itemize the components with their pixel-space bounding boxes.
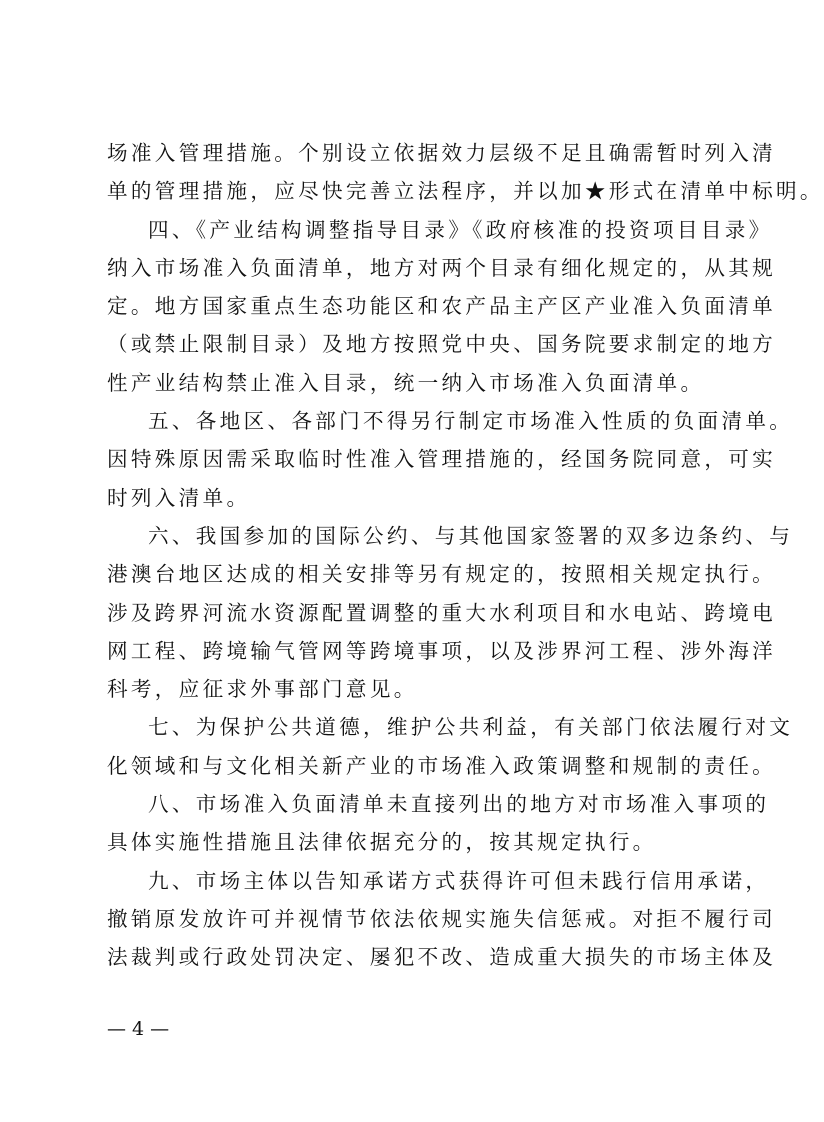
text-line: 具体实施性措施且法律依据充分的，按其规定执行。 xyxy=(107,830,657,855)
paragraph-start-line: 六、我国参加的国际公约、与其他国家签署的双多边条约、与 xyxy=(148,523,794,548)
paragraph-start-line: 四、《产业结构调整指导目录》《政府核准的投资项目目录》 xyxy=(148,217,773,242)
text-line: 单的管理措施，应尽快完善立法程序，并以加★形式在清单中标明。 xyxy=(107,179,824,204)
text-line: （或禁止限制目录）及地方按照党中央、国务院要求制定的地方 xyxy=(107,332,777,357)
text-line: 场准入管理措施。个别设立依据效力层级不足且确需暂时列入清 xyxy=(107,141,777,165)
text-line: 时列入清单。 xyxy=(107,485,251,510)
text-line: 港澳台地区达成的相关安排等另有规定的，按照相关规定执行。 xyxy=(107,562,777,587)
text-line: 定。地方国家重点生态功能区和农产品主产区产业准入负面清单 xyxy=(107,294,777,319)
text-line: 科考，应征求外事部门意见。 xyxy=(107,677,418,702)
paragraph-start-line: 九、市场主体以告知承诺方式获得许可但未践行信用承诺， xyxy=(148,868,770,893)
text-line: 化领域和与文化相关新产业的市场准入政策调整和规制的责任。 xyxy=(107,753,777,778)
text-line: 性产业结构禁止准入目录，统一纳入市场准入负面清单。 xyxy=(107,370,705,395)
text-line: 因特殊原因需采取临时性准入管理措施的，经国务院同意，可实 xyxy=(107,447,777,472)
text-line: 法裁判或行政处罚决定、屡犯不改、造成重大损失的市场主体及 xyxy=(107,945,777,970)
page-number: — 4 — xyxy=(107,1018,170,1040)
text-line: 撤销原发放许可并视情节依法依规实施失信惩戒。对拒不履行司 xyxy=(107,906,777,931)
text-line: 网工程、跨境输气管网等跨境事项，以及涉界河工程、涉外海洋 xyxy=(107,638,777,663)
document-body xyxy=(107,134,824,977)
text-line: 涉及跨界河流水资源配置调整的重大水利项目和水电站、跨境电 xyxy=(107,600,777,625)
paragraph-start-line: 八、市场准入负面清单未直接列出的地方对市场准入事项的 xyxy=(148,792,770,817)
paragraph-start-line: 五、各地区、各部门不得另行制定市场准入性质的负面清单。 xyxy=(148,409,794,434)
paragraph-start-line: 七、为保护公共道德，维护公共利益，有关部门依法履行对文 xyxy=(148,715,794,740)
text-line: 纳入市场准入负面清单，地方对两个目录有细化规定的，从其规 xyxy=(107,255,777,280)
